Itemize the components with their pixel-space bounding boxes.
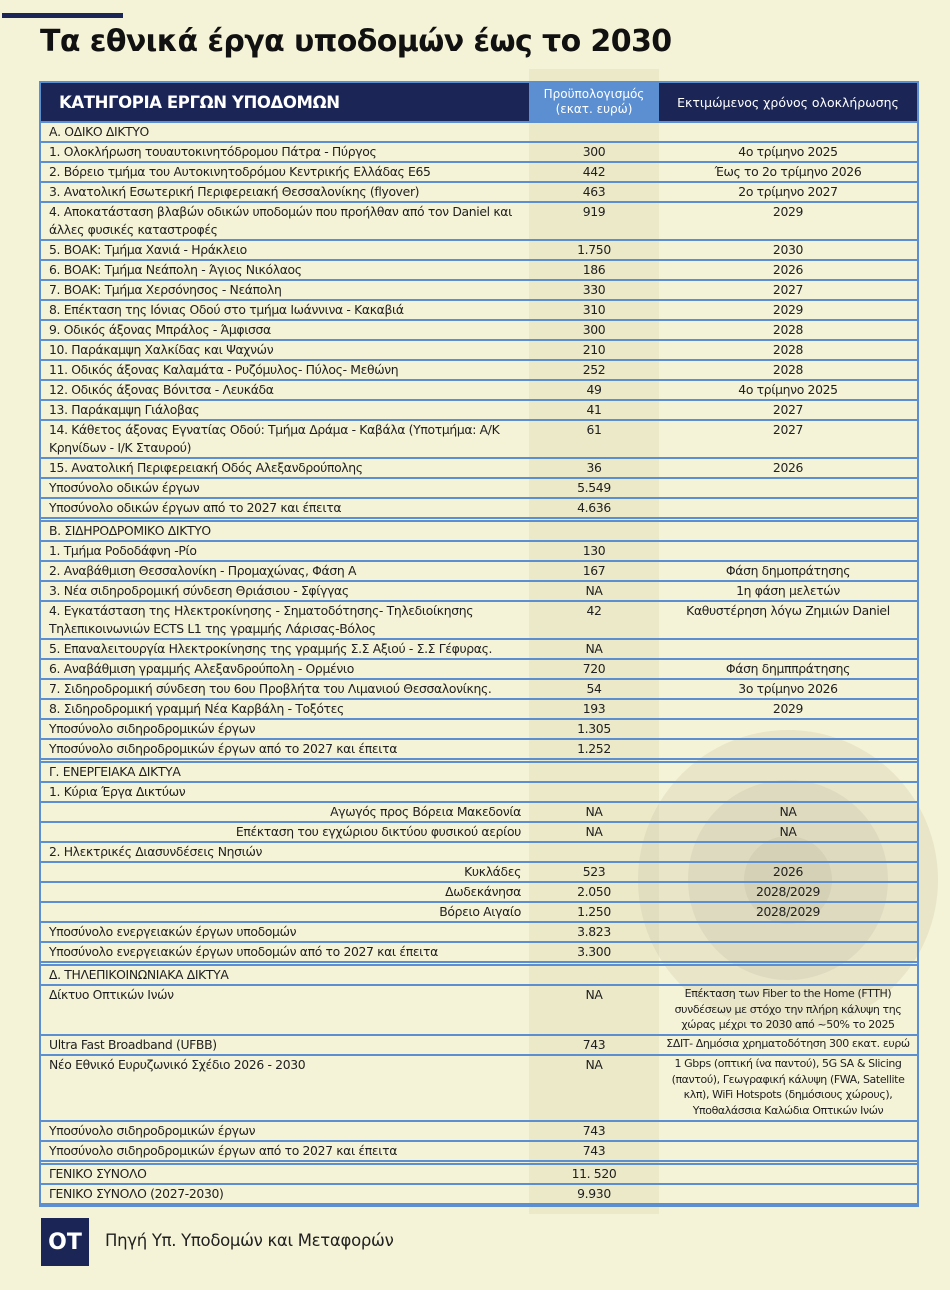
cell-project-name: 2. Ηλεκτρικές Διασυνδέσεις Νησιών: [49, 844, 263, 859]
cell-project-name: 3. Ανατολική Εσωτερική Περιφερειακή Θεσσαλονίκης (flyover): [49, 184, 420, 199]
cell-completion: Φάση δημοπράτησης: [725, 563, 851, 578]
cell-completion: 3ο τρίμηνο 2026: [738, 681, 838, 696]
cell-budget: 5.549: [577, 480, 611, 495]
cell-completion: [659, 123, 917, 141]
table-row: [41, 381, 917, 401]
cell-project-name: Υποσύνολο σιδηροδρομικών έργων από το 2027 και έπειτα: [49, 1143, 398, 1158]
cell-budget: 42: [586, 603, 602, 618]
table-row: [41, 361, 917, 381]
cell-budget: 463: [582, 184, 606, 199]
cell-budget: [529, 123, 659, 141]
cell-project-name: 7. ΒΟΑΚ: Τμήμα Χερσόνησος - Νεάπολη: [49, 282, 282, 297]
page-title: Τα εθνικά έργα υποδομών έως το 2030: [40, 24, 672, 59]
cell-budget: 4.636: [577, 500, 611, 515]
cell-budget: 300: [582, 144, 606, 159]
cell-project-name: Υποσύνολο σιδηροδρομικών έργων από το 2027 και έπειτα: [49, 741, 398, 756]
table-row: [41, 966, 917, 986]
cell-project-name: Υποσύνολο σιδηροδρομικών έργων: [49, 1123, 256, 1138]
cell-budget: [529, 843, 659, 861]
cell-project-name: 7. Σιδηροδρομική σύνδεση του 6ου Προβλήτα του Λιμανιού Θεσσαλονίκης.: [49, 681, 492, 696]
cell-budget: 61: [586, 422, 602, 437]
header-completion: Εκτιμώμενος χρόνος ολοκλήρωσης: [677, 94, 899, 110]
cell-completion: 2026: [772, 262, 804, 277]
cell-project-name: 3. Νέα σιδηροδρομική σύνδεση Θριάσιου - Σφίγγας: [49, 583, 349, 598]
cell-project-name: Υποσύνολο οδικών έργων από το 2027 και έπειτα: [49, 500, 342, 515]
table-row: [41, 740, 917, 763]
cell-project-name: Υποσύνολο σιδηροδρομικών έργων: [49, 721, 256, 736]
table-row: [41, 241, 917, 261]
cell-budget: 720: [582, 661, 606, 676]
table-row: [41, 301, 917, 321]
table-row: [41, 522, 917, 542]
cell-project-name: 6. Αναβάθμιση γραμμής Αλεξανδρούπολη - Ορμένιο: [49, 661, 354, 676]
table-row: [41, 1185, 917, 1205]
cell-completion: [659, 640, 917, 658]
completion-line: χώρας μέχρι το 2030 από ~50% το 2025: [681, 1018, 895, 1032]
cell-completion: [659, 542, 917, 560]
cell-completion: [659, 1036, 917, 1054]
table-row: [41, 321, 917, 341]
cell-budget: 442: [582, 164, 606, 179]
table-row: [41, 903, 917, 923]
cell-project-name: 6. ΒΟΑΚ: Τμήμα Νεάπολη - Άγιος Νικόλαος: [49, 262, 302, 277]
table-row: [41, 203, 917, 241]
table-row: [41, 720, 917, 740]
cell-project-name: Β. ΣΙΔΗΡΟΔΡΟΜΙΚΟ ΔΙΚΤΥΟ: [49, 523, 211, 538]
completion-line: κλπ), WiFi Hotspots (δημόσιους χώρους),: [683, 1088, 893, 1102]
cell-project-name: Γ. ΕΝΕΡΓΕΙΑΚΑ ΔΙΚΤΥΑ: [49, 764, 181, 779]
table-row: [41, 542, 917, 562]
cell-completion: 1η φάση μελετών: [736, 583, 840, 598]
cell-budget: 300: [582, 322, 606, 337]
table-row: [41, 582, 917, 602]
cell-completion: Έως το 2ο τρίμηνο 2026: [714, 164, 862, 179]
cell-completion: Φάση δημππράτησης: [725, 661, 851, 676]
cell-completion: 2027: [772, 402, 804, 417]
table-row: [41, 640, 917, 660]
table-row: [41, 602, 917, 640]
table-row: [41, 479, 917, 499]
cell-budget: NA: [585, 583, 603, 598]
source-note: Πηγή Υπ. Υποδομών και Μεταφορών: [105, 1231, 394, 1250]
table-row: [41, 459, 917, 479]
table-body: [41, 123, 917, 1205]
cell-budget: 11. 520: [571, 1166, 617, 1181]
cell-budget: NA: [585, 804, 603, 819]
table-row: [41, 183, 917, 203]
table-row: [41, 123, 917, 143]
table-row: [41, 763, 917, 783]
cell-completion: [659, 783, 917, 801]
cell-completion: [659, 522, 917, 540]
cell-completion: 2028: [772, 342, 804, 357]
table-row: [41, 660, 917, 680]
cell-budget: NA: [585, 987, 603, 1002]
table-row: [41, 1036, 917, 1056]
cell-budget: NA: [585, 641, 603, 656]
cell-budget: 210: [582, 342, 606, 357]
table-row: [41, 1122, 917, 1142]
table-row: [41, 1142, 917, 1165]
cell-completion: [659, 923, 917, 941]
header-budget: [529, 83, 659, 121]
table-header: [41, 81, 917, 123]
cell-completion: 2028: [772, 362, 804, 377]
cell-completion: Καθυστέρηση λόγω Ζημιών Daniel: [686, 603, 890, 618]
cell-completion: 2027: [772, 282, 804, 297]
cell-budget: [529, 966, 659, 984]
table-row: [41, 163, 917, 183]
cell-budget: 193: [582, 701, 606, 716]
cell-completion: [659, 1165, 917, 1183]
table-row: [41, 341, 917, 361]
cell-project-name: 15. Ανατολική Περιφερειακή Οδός Αλεξανδρούπολης: [49, 460, 363, 475]
cell-budget: NA: [585, 1057, 603, 1072]
cell-project-name: 11. Οδικός άξονας Καλαμάτα - Ρυζόμυλος- Πύλος- Μεθώνη: [49, 362, 399, 377]
cell-budget: 310: [582, 302, 606, 317]
cell-project-name: Βόρειο Αιγαίο: [439, 904, 521, 919]
cell-budget: 3.823: [577, 924, 611, 939]
cell-project-name: 9. Οδικός άξονας Μπράλος - Άμφισσα: [49, 322, 271, 337]
cell-budget: 9.930: [577, 1186, 611, 1201]
cell-completion: [659, 740, 917, 758]
cell-budget: 743: [582, 1037, 606, 1052]
cell-budget: 1.305: [577, 721, 611, 736]
table-row: [41, 783, 917, 803]
cell-project-name: 5. Επαναλειτουργία Ηλεκτροκίνησης της γραμμής Σ.Σ Αξιού - Σ.Σ Γέφυρας.: [49, 641, 493, 656]
table-row: [41, 923, 917, 943]
cell-project-name: 2. Αναβάθμιση Θεσσαλονίκη - Προμαχώνας, Φάση Α: [49, 563, 357, 578]
cell-completion: 2027: [772, 422, 804, 437]
table-row: [41, 143, 917, 163]
cell-completion: 2029: [772, 204, 804, 219]
table-row: [41, 863, 917, 883]
cell-project-name: Αγωγός προς Βόρεια Μακεδονία: [330, 804, 521, 819]
cell-budget: [529, 783, 659, 801]
cell-budget: NA: [585, 824, 603, 839]
cell-completion: 4ο τρίμηνο 2025: [738, 144, 838, 159]
table-row: [41, 700, 917, 720]
table-row: [41, 803, 917, 823]
top-accent-bar: [2, 13, 123, 18]
table-row: [41, 986, 917, 1036]
cell-completion: NA: [779, 804, 797, 819]
cell-project-name: 10. Παράκαμψη Χαλκίδας και Ψαχνών: [49, 342, 274, 357]
cell-project-name: 4. Αποκατάσταση βλαβών οδικών υποδομών που προήλθαν από τον Daniel και άλλες φυσικές καταστροφές: [49, 204, 512, 237]
cell-project-name: 4. Εγκατάσταση της Ηλεκτροκίνησης - Σηματοδότησης- Τηλεδιοίκησης Τηλεπικοινωνιών ECTS L1 της γραμμής Λάρισας-Βόλος: [49, 603, 474, 636]
cell-project-name: Υποσύνολο οδικών έργων: [49, 480, 200, 495]
cell-project-name: 8. Επέκταση της Ιόνιας Οδού στο τμήμα Ιωάννινα - Κακαβιά: [49, 302, 404, 317]
table-row: [41, 281, 917, 301]
cell-project-name: 8. Σιδηροδρομική γραμμή Νέα Καρβάλη - Τοξότες: [49, 701, 344, 716]
cell-project-name: 1. Ολοκλήρωση τουαυτοκινητόδρομου Πάτρα - Πύργος: [49, 144, 377, 159]
cell-project-name: ΓΕΝΙΚΟ ΣΥΝΟΛΟ: [49, 1166, 147, 1181]
cell-project-name: Κυκλάδες: [464, 864, 521, 879]
cell-completion: 2030: [772, 242, 804, 257]
cell-budget: 36: [586, 460, 602, 475]
cell-project-name: Νέο Εθνικό Ευρυζωνικό Σχέδιο 2026 - 2030: [49, 1057, 306, 1072]
cell-project-name: Δωδεκάνησα: [445, 884, 521, 899]
cell-project-name: Υποσύνολο ενεργειακών έργων υποδομών: [49, 924, 297, 939]
table-row: [41, 1056, 917, 1122]
infrastructure-table: [39, 81, 919, 1207]
header-category: ΚΑΤΗΓΟΡΙΑ ΕΡΓΩΝ ΥΠΟΔΟΜΩΝ: [59, 92, 340, 112]
cell-project-name: 5. ΒΟΑΚ: Τμήμα Χανιά - Ηράκλειο: [49, 242, 247, 257]
cell-completion: 2026: [772, 460, 804, 475]
cell-completion: [659, 1122, 917, 1140]
cell-completion: [659, 479, 917, 497]
cell-budget: 167: [582, 563, 606, 578]
table-row: [41, 1165, 917, 1185]
cell-completion: [659, 499, 917, 517]
cell-budget: 49: [586, 382, 602, 397]
cell-completion: [659, 843, 917, 861]
cell-completion: [659, 720, 917, 738]
cell-completion: 2028/2029: [755, 904, 821, 919]
cell-budget: [529, 763, 659, 781]
header-budget-line2: (εκατ. ευρώ): [555, 102, 633, 116]
cell-budget: 130: [582, 543, 606, 558]
table-row: [41, 943, 917, 966]
cell-budget: 919: [582, 204, 606, 219]
completion-line: Υποθαλάσσια Καλώδια Οπτικών Ινών: [692, 1103, 884, 1117]
completion-line: (παντού), Γεωγραφική κάλυψη (FWA, Satellite: [671, 1072, 905, 1086]
cell-completion: NA: [779, 824, 797, 839]
cell-budget: 186: [582, 262, 606, 277]
cell-completion: 2029: [772, 701, 804, 716]
cell-project-name: Δ. ΤΗΛΕΠΙΚΟΙΝΩΝΙΑΚΑ ΔΙΚΤΥΑ: [49, 967, 229, 982]
cell-project-name: Υποσύνολο ενεργειακών έργων υποδομών από το 2027 και έπειτα: [49, 944, 438, 959]
cell-project-name: 1. Κύρια Έργα Δικτύων: [49, 784, 186, 799]
cell-project-name: 12. Οδικός άξονας Βόνιτσα - Λευκάδα: [49, 382, 274, 397]
cell-budget: 330: [582, 282, 606, 297]
cell-project-name: Ultra Fast Broadband (UFBB): [49, 1037, 217, 1052]
cell-budget: 1.252: [577, 741, 611, 756]
cell-project-name: ΓΕΝΙΚΟ ΣΥΝΟΛΟ (2027-2030): [49, 1186, 224, 1201]
cell-completion: [659, 763, 917, 781]
cell-completion: 2026: [772, 864, 804, 879]
cell-budget: 1.250: [577, 904, 611, 919]
cell-budget: 523: [582, 864, 606, 879]
cell-completion: 4ο τρίμηνο 2025: [738, 382, 838, 397]
cell-budget: 3.300: [577, 944, 611, 959]
cell-project-name: Δίκτυο Οπτικών Ινών: [49, 987, 174, 1002]
cell-completion: 2028: [772, 322, 804, 337]
cell-completion: 2029: [772, 302, 804, 317]
cell-completion: [659, 986, 917, 1034]
cell-project-name: 1. Τμήμα Ροδοδάφνη -Ρίο: [49, 543, 197, 558]
cell-budget: 743: [582, 1143, 606, 1158]
cell-completion: 2028/2029: [755, 884, 821, 899]
table-row: [41, 401, 917, 421]
cell-completion: [659, 1056, 917, 1120]
cell-project-name: Α. ΟΔΙΚΟ ΔΙΚΤΥΟ: [49, 124, 149, 139]
cell-budget: 54: [586, 681, 602, 696]
table-row: [41, 421, 917, 459]
cell-project-name: 14. Κάθετος άξονας Εγνατίας Οδού: Τμήμα Δράμα - Καβάλα (Υποτμήμα: Α/Κ Κρηνίδων - Ι/Κ Σταυρού): [49, 422, 500, 455]
cell-budget: 2.050: [577, 884, 611, 899]
ot-logo: OT: [41, 1218, 89, 1266]
cell-completion: 2ο τρίμηνο 2027: [738, 184, 838, 199]
header-budget-line1: Προϋπολογισμός: [543, 87, 645, 101]
completion-line: συνδέσεων με στόχο την πλήρη κάλυψη της: [674, 1002, 902, 1016]
cell-budget: 743: [582, 1123, 606, 1138]
table-row: [41, 499, 917, 522]
cell-project-name: Επέκταση του εγχώριου δικτύου φυσικού αερίου: [235, 824, 521, 839]
cell-budget: [529, 522, 659, 540]
table-row: [41, 261, 917, 281]
table-row: [41, 843, 917, 863]
table-row: [41, 823, 917, 843]
cell-completion: [659, 1185, 917, 1203]
table-row: [41, 562, 917, 582]
cell-completion: [659, 1142, 917, 1160]
completion-line: 1 Gbps (οπτική ίνα παντού), 5G SA & Slicing: [674, 1057, 902, 1070]
cell-completion: [659, 966, 917, 984]
table-row: [41, 680, 917, 700]
cell-budget: 252: [582, 362, 606, 377]
cell-budget: 1.750: [577, 242, 611, 257]
completion-line: ΣΔΙΤ- Δημόσια χρηματοδότηση 300 εκατ. ευρώ: [666, 1037, 910, 1050]
table-row: [41, 883, 917, 903]
completion-line: Επέκταση των Fiber to the Home (FTTH): [684, 987, 892, 1000]
cell-budget: 41: [586, 402, 602, 417]
cell-completion: [659, 943, 917, 961]
cell-project-name: 13. Παράκαμψη Γιάλοβας: [49, 402, 200, 417]
cell-project-name: 2. Βόρειο τμήμα του Αυτοκινητοδρόμου Κεντρικής Ελλάδας Ε65: [49, 164, 431, 179]
